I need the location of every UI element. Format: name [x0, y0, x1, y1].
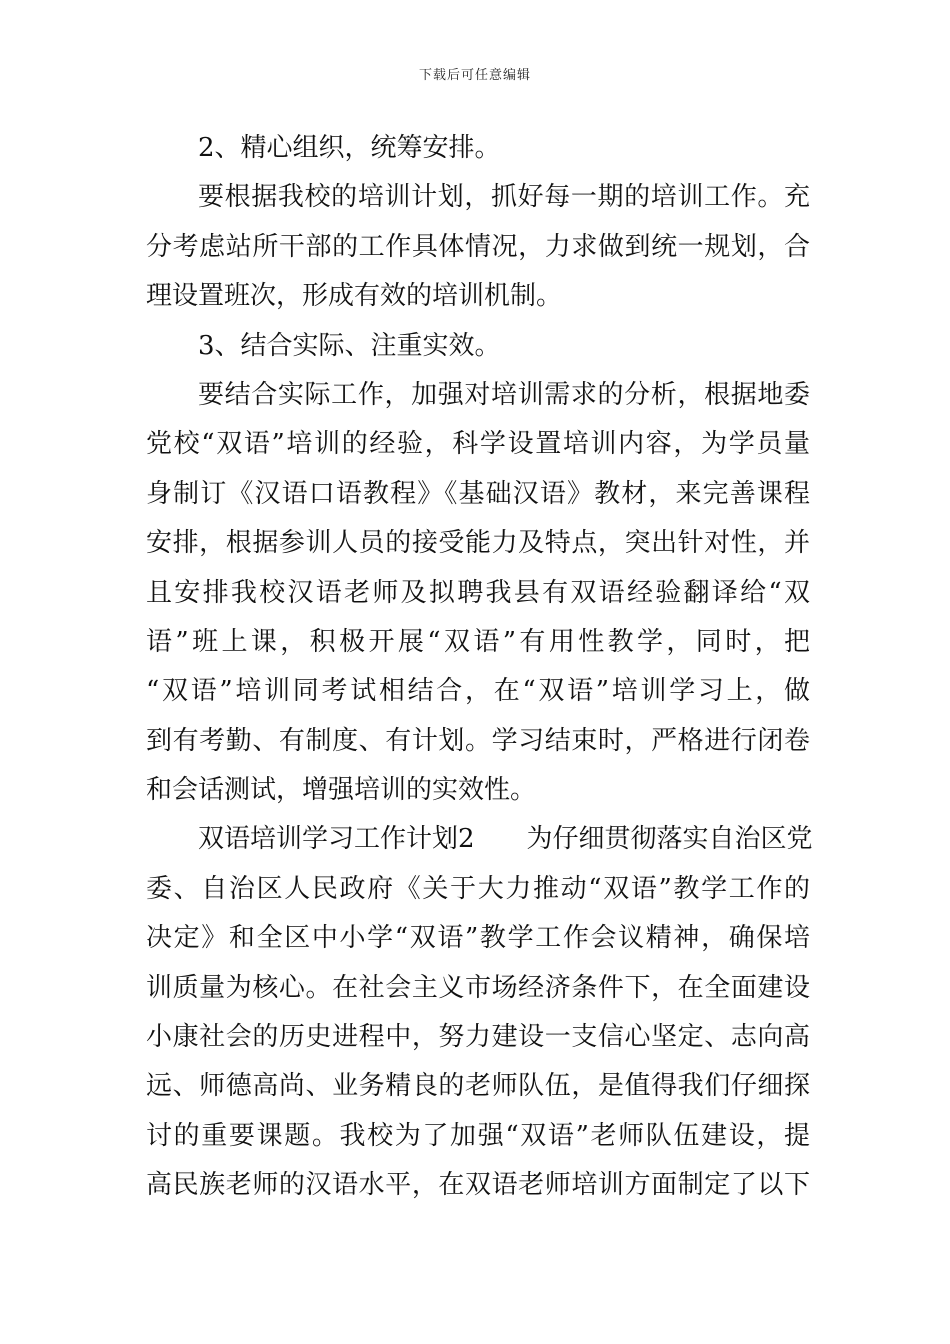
document-line: 2、精心组织，统筹安排。 [198, 133, 501, 163]
document-line: 要结合实际工作，加强对培训需求的分析，根据地委 [198, 379, 810, 410]
document-line: 讨的重要课题。我校为了加强“双语”老师队伍建设，提 [146, 1120, 810, 1151]
page-header: 下载后可任意编辑 [418, 68, 531, 83]
document-line: 和会话测试，增强培训的实效性。 [146, 775, 537, 806]
document-line: 小康社会的历史进程中，努力建设一支信心坚定、志向高 [146, 1022, 810, 1053]
document-line: 到有考勤、有制度、有计划。学习结束时，严格进行闭卷 [146, 725, 810, 756]
document-line: 身制订《汉语口语教程》《基础汉语》教材，来完善课程 [146, 478, 810, 509]
document-line: 要根据我校的培训计划，抓好每一期的培训工作。充 [198, 182, 810, 213]
document-line: 远、师德高尚、业务精良的老师队伍，是值得我们仔细探 [146, 1071, 810, 1102]
document-line: 党校“双语”培训的经验，科学设置培训内容，为学员量 [146, 429, 810, 460]
document-line: 3、结合实际、注重实效。 [198, 330, 501, 361]
document-line: 双语培训学习工作计划2 为仔细贯彻落实自治区党 [198, 824, 813, 855]
document-line: 高民族老师的汉语水平，在双语老师培训方面制定了以下 [146, 1170, 810, 1201]
document-line: 且安排我校汉语老师及拟聘我县有双语经验翻译给“双 [146, 577, 810, 608]
document-line: 决定》和全区中小学“双语”教学工作会议精神，确保培 [146, 923, 810, 954]
document-body [146, 124, 813, 1211]
document-line: “双语”培训同考试相结合，在“双语”培训学习上，做 [146, 676, 810, 707]
document-line: 训质量为核心。在社会主义市场经济条件下，在全面建设 [146, 972, 810, 1003]
document-line: 委、自治区人民政府《关于大力推动“双语”教学工作的 [146, 873, 810, 904]
document-line: 分考虑站所干部的工作具体情况，力求做到统一规划，合 [146, 231, 810, 262]
document-line: 理设置班次，形成有效的培训机制。 [146, 281, 563, 312]
document-line: 安排，根据参训人员的接受能力及特点，突出针对性，并 [146, 528, 810, 559]
document-line: 语”班上课，积极开展“双语”有用性教学，同时，把 [146, 626, 810, 657]
